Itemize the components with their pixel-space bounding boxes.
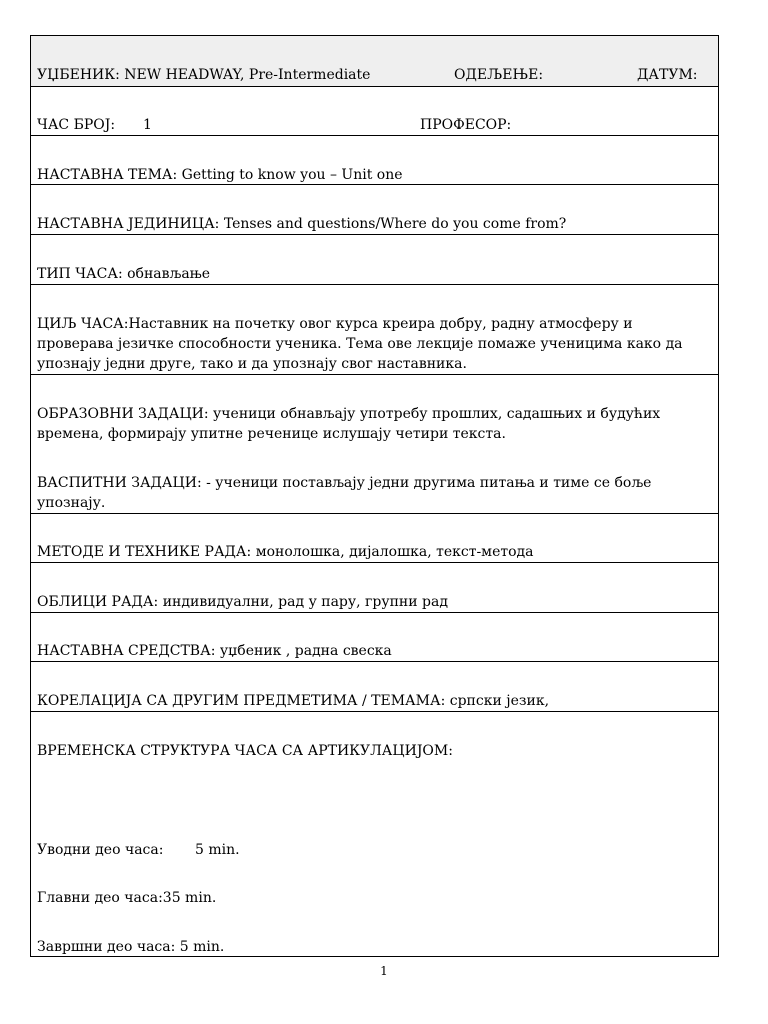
row-divider [31, 284, 718, 285]
row-divider [31, 513, 718, 514]
page-number: 1 [380, 964, 388, 978]
row-divider [31, 374, 718, 375]
row-divider [31, 562, 718, 563]
teaching-aids: НАСТАВНА СРЕДСТВА: уџбеник , радна свеска [37, 643, 392, 659]
correlation: КОРЕЛАЦИЈА СА ДРУГИМ ПРЕДМЕТИМА / ТЕМАМА: српски језик, [37, 693, 550, 709]
row-divider [31, 234, 718, 235]
lesson-number-label: ЧАС БРОЈ: [37, 117, 116, 133]
lesson-goal: ЦИЉ ЧАСА:Наставник на почетку овог курса креира добру, радну атмосферу и проверава језичке способности ученика. Тема ове лекције помаже ученицима како да упознају једни друге, тако и да упознају свог наставника. [37, 316, 683, 372]
row-divider [31, 135, 718, 136]
final-part: Завршни део часа: 5 min. [37, 939, 225, 955]
department-label: ОДЕЉЕЊЕ: [454, 67, 544, 83]
time-structure-heading: ВРЕМЕНСКА СТРУКТУРА ЧАСА СА АРТИКУЛАЦИЈОМ: [37, 743, 453, 759]
teaching-unit: НАСТАВНА ЈЕДИНИЦА: Tenses and questions/Where do you come from? [37, 216, 567, 232]
work-forms: ОБЛИЦИ РАДА: индивидуални, рад у пару, групни рад [37, 594, 448, 610]
main-part: Главни део часа:35 min. [37, 890, 217, 906]
row-divider [31, 661, 718, 662]
upbringing-tasks: ВАСПИТНИ ЗАДАЦИ: - ученици постављају једни другима питања и тиме се боље упознају. [37, 475, 652, 511]
intro-part-value: 5 min. [195, 842, 240, 858]
intro-part-label: Уводни део часа: [37, 842, 164, 858]
methods: МЕТОДЕ И ТЕХНИКЕ РАДА: монолошка, дијалошка, текст-метода [37, 544, 534, 560]
teaching-theme: НАСТАВНА ТЕМА: Getting to know you – Unit one [37, 167, 403, 183]
educational-tasks: ОБРАЗОВНИ ЗАДАЦИ: ученици обнављају употребу прошлих, садашњих и будућих времена, формирају упитне реченице ислушају четири текста. [37, 406, 661, 442]
row-divider [31, 711, 718, 712]
row-divider [31, 86, 718, 87]
lesson-type: ТИП ЧАСА: обнављање [37, 266, 211, 282]
row-divider [31, 612, 718, 613]
textbook-label: УЏБЕНИК: NEW HEADWAY, Pre-Intermediate [37, 67, 371, 83]
lesson-number-value: 1 [143, 117, 152, 133]
row-divider [31, 184, 718, 185]
lesson-plan-form [30, 35, 719, 957]
teacher-label: ПРОФЕСОР: [420, 117, 512, 133]
date-label: ДАТУМ: [637, 67, 698, 83]
